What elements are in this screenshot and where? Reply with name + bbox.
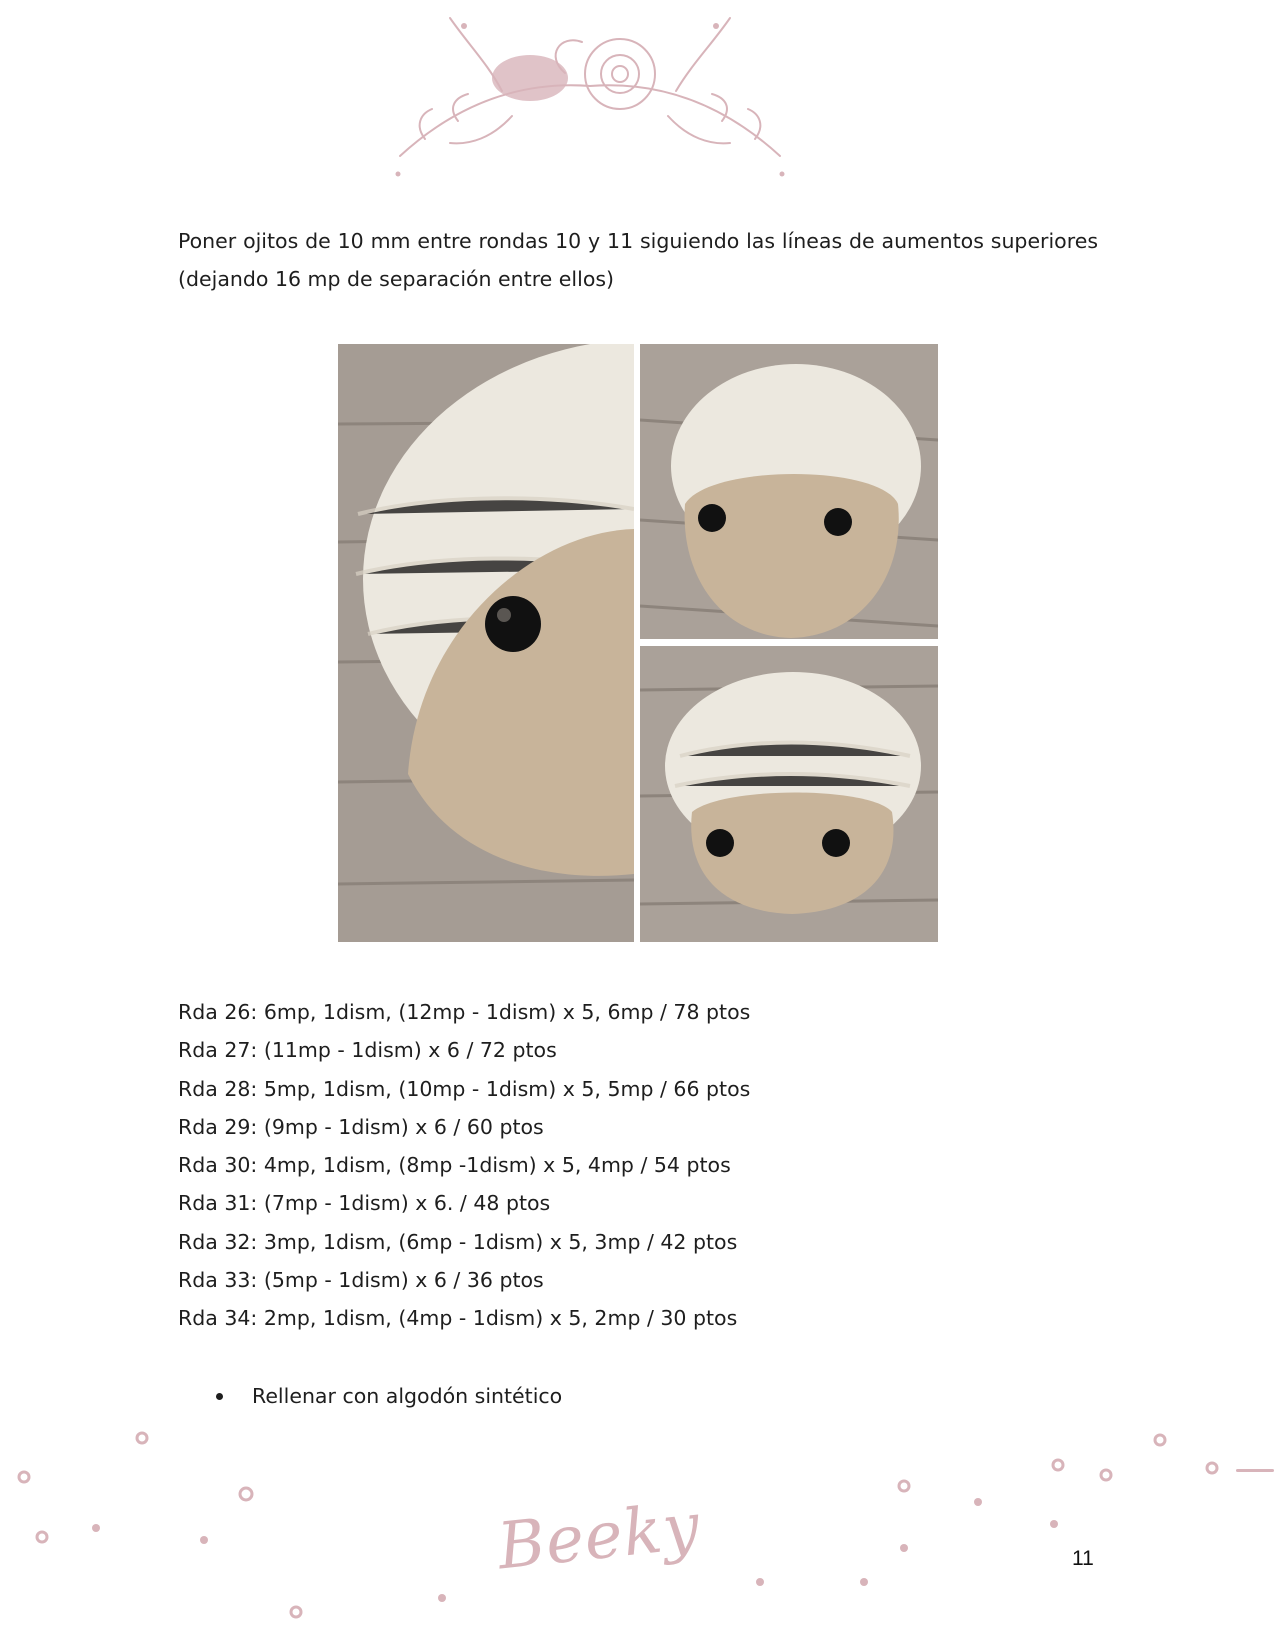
intro-paragraph: Poner ojitos de 10 mm entre rondas 10 y 11 siguiendo las líneas de aumentos superiores (dejando 16 mp de separación entre ellos)	[178, 229, 1098, 291]
page-number: 11	[1072, 1547, 1094, 1570]
front-view-photo	[640, 344, 938, 639]
bullet-list	[178, 1377, 562, 1415]
round-item: Rda 33: (5mp - 1dism) x 6 / 36 ptos	[178, 1268, 544, 1293]
round-item: Rda 34: 2mp, 1dism, (4mp - 1dism) x 5, 2mp / 30 ptos	[178, 1306, 738, 1331]
round-instructions	[178, 993, 750, 1338]
closeup-eye-photo	[338, 344, 634, 942]
angled-view-photo	[640, 646, 938, 942]
bullet-item	[178, 1377, 562, 1415]
bullet-dot-icon	[216, 1393, 223, 1400]
round-item: Rda 32: 3mp, 1dism, (6mp - 1dism) x 5, 3mp / 42 ptos	[178, 1229, 738, 1254]
bullet-text: Rellenar con algodón sintético	[252, 1384, 563, 1408]
round-item: Rda 29: (9mp - 1dism) x 6 / 60 ptos	[178, 1114, 544, 1139]
round-item: Rda 30: 4mp, 1dism, (8mp -1dism) x 5, 4mp / 54 ptos	[178, 1153, 731, 1178]
round-item: Rda 27: (11mp - 1dism) x 6 / 72 ptos	[178, 1038, 557, 1063]
round-item: Rda 31: (7mp - 1dism) x 6. / 48 ptos	[178, 1191, 551, 1216]
round-item: Rda 26: 6mp, 1dism, (12mp - 1dism) x 5, 6mp / 78 ptos	[178, 1000, 751, 1024]
brand-logo: Beeky	[494, 1489, 704, 1585]
round-item: Rda 28: 5mp, 1dism, (10mp - 1dism) x 5, 5mp / 66 ptos	[178, 1076, 751, 1101]
amigurumi-photo-collage	[338, 344, 938, 942]
floral-header-ornament	[380, 6, 800, 196]
